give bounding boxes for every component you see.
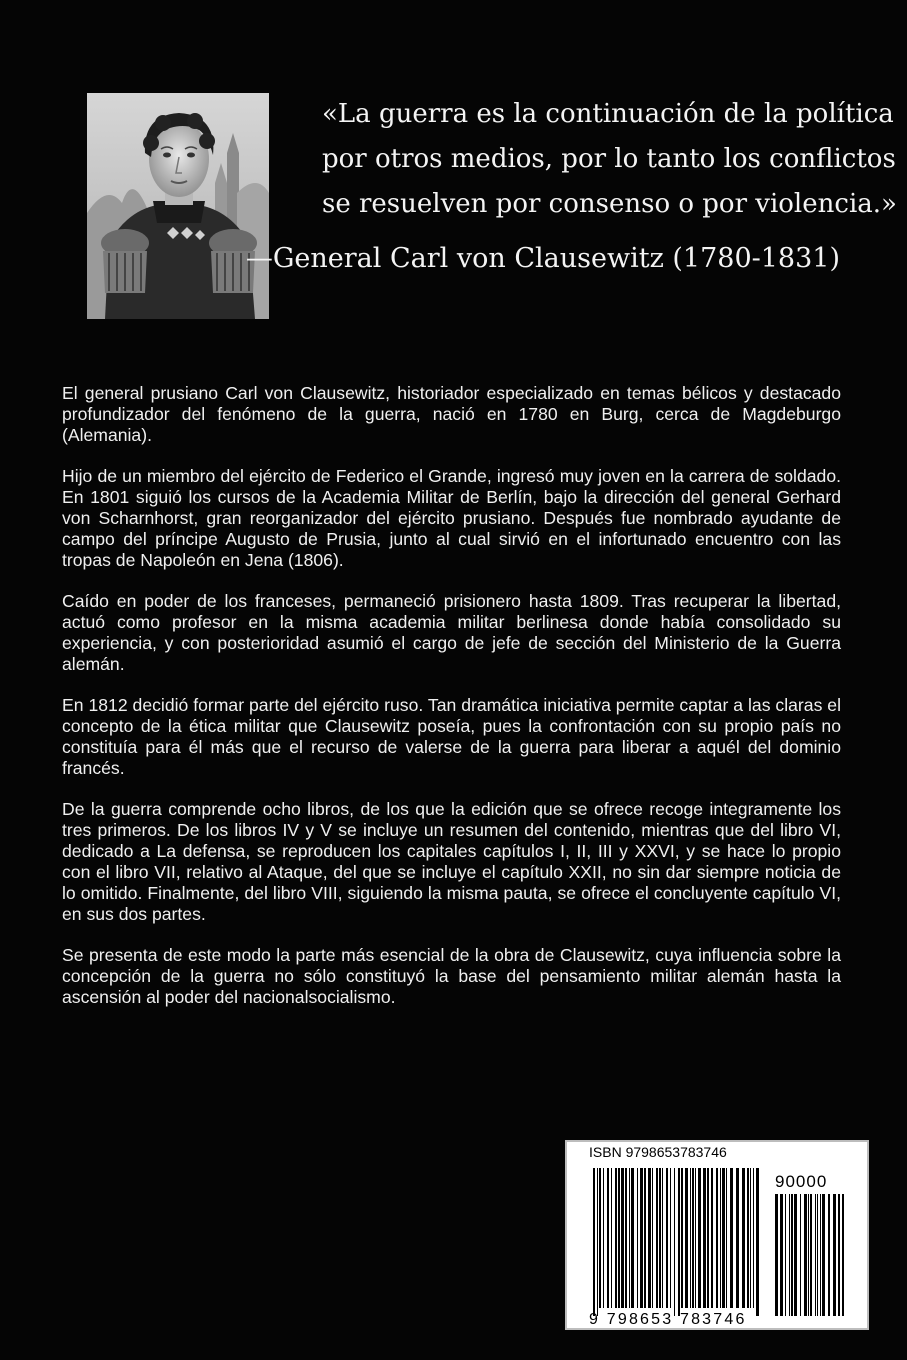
barcode-bar <box>794 1194 797 1316</box>
barcode-bar <box>637 1168 638 1308</box>
barcode-bar <box>648 1168 651 1308</box>
barcode-bar <box>644 1168 646 1308</box>
portrait-engraving <box>87 93 269 319</box>
barcode-bar <box>804 1194 807 1316</box>
isbn-barcode <box>565 1140 869 1330</box>
barcode-bar <box>720 1168 721 1308</box>
barcode-bar <box>695 1168 696 1308</box>
barcode-bar <box>775 1194 778 1316</box>
barcode-bar <box>652 1168 653 1308</box>
barcode-bar <box>833 1194 836 1316</box>
barcode-bar <box>810 1194 812 1316</box>
barcode-bar <box>726 1168 727 1308</box>
barcode-bar <box>785 1194 786 1316</box>
quote-attribution: —General Carl von Clausewitz (1780-1831) <box>245 243 840 274</box>
barcode-bar <box>742 1168 745 1308</box>
barcode-bar <box>842 1194 844 1316</box>
barcode-bar <box>690 1168 691 1308</box>
quote-line: por otros medios, por lo tanto los conflictos <box>322 144 896 174</box>
barcode-bar <box>711 1168 713 1308</box>
barcode-addon-bars <box>771 1194 849 1316</box>
barcode-bar <box>815 1194 816 1316</box>
barcode-bar <box>753 1168 754 1308</box>
barcode-digits: 9 798653 783746 <box>589 1311 747 1328</box>
barcode-bar <box>670 1168 671 1308</box>
barcode-bar <box>640 1168 643 1308</box>
barcode-bar <box>662 1168 663 1308</box>
barcode-main-bars <box>589 1168 765 1316</box>
barcode-bar <box>808 1194 809 1316</box>
barcode-bar <box>618 1168 620 1308</box>
book-description <box>62 383 841 1028</box>
paragraph: En 1812 decidió formar parte del ejército ruso. Tan dramática iniciativa permite captar a las claras el concepto de la ética militar que Clausewitz poseía, pues la confrontación con su propio país no constituía para él más que el recurso de valerse de la guerra para liberar a aquél del dominio francés. <box>62 695 841 778</box>
barcode-bar <box>599 1168 601 1308</box>
barcode-bar <box>629 1168 630 1308</box>
barcode-bar <box>747 1168 749 1308</box>
barcode-bar <box>631 1168 634 1308</box>
barcode-bar <box>716 1168 718 1308</box>
barcode-bar <box>756 1168 759 1316</box>
barcode-bar <box>838 1194 840 1316</box>
paragraph: De la guerra comprende ocho libros, de los que la edición que se ofrece recoge integramente los tres primeros. De los libros IV y V se incluye un resumen del contenido, mientras que del libro VI, dedicado a La defensa, se reproducen los capitales capítulos I, II, III y XXVI, y se hace lo propio con el libro VII, relativo al Ataque, del que se incluye el capítulo XXII, no sin dar siempre noticia de lo omitido. Finalmente, del libro VIII, siguiendo la misma pauta, se ofrece el concluyente capítulo VI, en sus dos partes. <box>62 799 841 924</box>
quote-line: se resuelven por consenso o por violencia.» <box>322 189 897 219</box>
quote-line: «La guerra es la continuación de la política <box>322 99 894 129</box>
barcode-bar <box>800 1194 801 1316</box>
barcode-bar <box>730 1168 733 1308</box>
barcode-bar <box>611 1168 612 1308</box>
barcode-bar <box>692 1168 694 1308</box>
barcode-bar <box>780 1194 783 1316</box>
paragraph: Caído en poder de los franceses, permaneció prisionero hasta 1809. Tras recuperar la libertad, actuó como profesor en la misma academia militar berlinesa donde había consolidado su experiencia, y con posterioridad asumió el cargo de jefe de sección del Ministerio de la Guerra alemán. <box>62 591 841 674</box>
paragraph: Hijo de un miembro del ejército de Federico el Grande, ingresó muy joven en la carrera de soldado. En 1801 siguió los cursos de la Academia Militar de Berlín, bajo la dirección del general Gerhard von Scharnhorst, gran reorganizador del ejército prusiano. Después fue nombrado ayudante de campo del príncipe Augusto de Prusia, junto al cual sirvió en el infortunado encuentro con las tropas de Napoleón en Jena (1806). <box>62 466 841 570</box>
barcode-bar <box>625 1168 627 1308</box>
barcode-bar <box>707 1168 709 1308</box>
barcode-bar <box>656 1168 658 1308</box>
epigraph-quote <box>322 92 897 227</box>
barcode-bar <box>703 1168 706 1308</box>
barcode-bar <box>789 1194 790 1316</box>
barcode-bar <box>685 1168 688 1308</box>
portrait-image <box>87 93 269 319</box>
barcode-bar <box>666 1168 668 1308</box>
barcode-bar <box>678 1168 680 1316</box>
barcode-bar <box>817 1194 818 1316</box>
isbn-label: ISBN 9798653783746 <box>589 1144 727 1160</box>
barcode-bar <box>593 1168 595 1316</box>
barcode-bar <box>828 1194 830 1316</box>
barcode-bar <box>615 1168 617 1308</box>
barcode-bar <box>822 1194 825 1316</box>
barcode-bar <box>698 1168 701 1308</box>
barcode-bar <box>621 1168 624 1308</box>
barcode-bar <box>750 1168 751 1308</box>
barcode-bar <box>681 1168 683 1308</box>
barcode-bar <box>607 1168 609 1308</box>
barcode-bar <box>736 1168 739 1308</box>
paragraph: Se presenta de este modo la parte más esencial de la obra de Clausewitz, cuya influencia sobre la concepción de la guerra no sólo constituyó la base del pensamiento militar alemán hasta la ascensión al poder del nacionalsocialismo. <box>62 945 841 1007</box>
paragraph: El general prusiano Carl von Clausewitz, historiador especializado en temas bélicos y destacado profundizador del fenómeno de la guerra, nació en 1780 en Burg, cerca de Magdeburgo (Alemania). <box>62 383 841 445</box>
barcode-addon-number: 90000 <box>775 1172 828 1191</box>
barcode-bar <box>722 1168 725 1308</box>
barcode-bar <box>659 1168 661 1308</box>
barcode-bar <box>603 1168 604 1308</box>
barcode-bar <box>820 1194 821 1316</box>
barcode-bar <box>674 1168 675 1316</box>
barcode-bar <box>791 1194 793 1316</box>
barcode-bar <box>597 1168 598 1316</box>
